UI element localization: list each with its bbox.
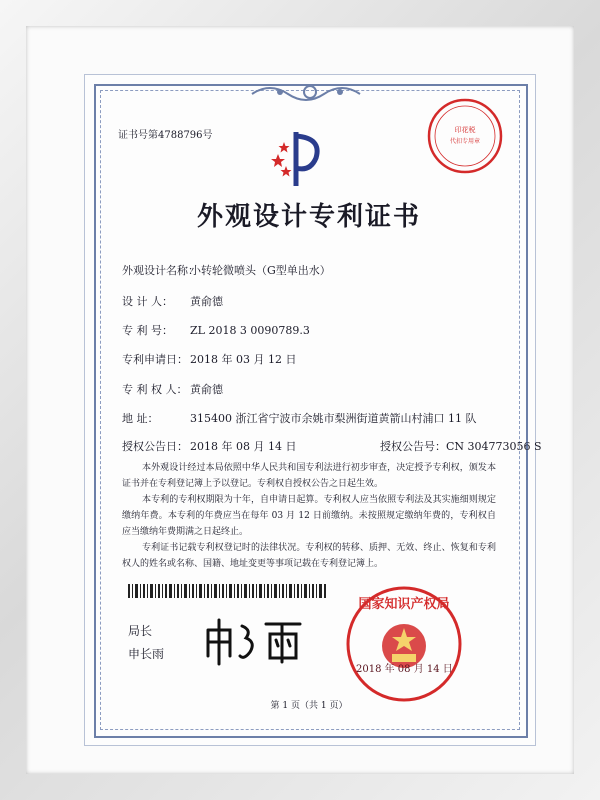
field-address [122, 410, 476, 426]
field-value: 小转轮微喷头（G型单出水） [190, 264, 331, 277]
field-application-date [122, 351, 296, 367]
certificate-title: 外观设计专利证书 [196, 202, 421, 232]
field-value: ZL 2018 3 0090789.3 [190, 324, 310, 337]
field-design-name [122, 262, 331, 278]
body-paragraph: 专利证书记载专利权登记时的法律状况。专利权的转移、质押、无效、终止、恢复和专利权人的姓名或名称、国籍、地址变更等事项记载在专利登记簿上。 [122, 543, 496, 569]
seal-date: 2018 年 08 月 14 日 [356, 664, 453, 675]
national-emblem-seal-icon [344, 584, 464, 704]
grant-number-label: 授权公告号： [380, 440, 446, 453]
field-value: 315400 浙江省宁波市余姚市梨洲街道黄箭山村浦口 11 队 [190, 412, 477, 425]
grant-number-value: CN 304773056 S [446, 440, 542, 453]
field-label: 专 利 权 人： [122, 383, 188, 396]
field-value: 2018 年 03 月 12 日 [190, 353, 297, 366]
field-label: 专利申请日： [122, 353, 188, 366]
barcode-icon [128, 584, 328, 598]
svg-text:国家知识产权局: 国家知识产权局 [358, 597, 450, 612]
field-label: 地 址： [122, 412, 159, 425]
field-label: 设 计 人： [122, 295, 173, 308]
signatory-title: 局长 [128, 624, 153, 638]
certificate-number: 证书号第4788796号 [118, 130, 213, 141]
field-value: 黄俞德 [190, 295, 223, 308]
signatory-name: 申长雨 [128, 647, 165, 661]
ornament-icon [250, 82, 370, 104]
field-label: 外观设计名称： [122, 264, 199, 277]
field-designer [122, 293, 223, 309]
field-patentee [122, 381, 223, 397]
field-grant [122, 438, 542, 454]
patent-office-logo-icon [266, 128, 326, 192]
grant-date-value: 2018 年 08 月 14 日 [190, 440, 297, 453]
svg-text:印花税: 印花税 [454, 126, 476, 134]
field-patent-number [122, 322, 310, 338]
body-paragraph: 本专利的专利权期限为十年，自申请日起算。专利权人应当依照专利法及其实施细则规定缴纳年费。本专利的年费应当在每年 03 月 12 日前缴纳。未按照规定缴纳年费的，专利权自应当缴纳年费期满之日起终止。 [122, 495, 496, 537]
body-paragraph: 本外观设计经过本局依照中华人民共和国专利法进行初步审查，决定授予专利权，颁发本证书并在专利登记簿上予以登记。专利权自授权公告之日起生效。 [122, 463, 496, 489]
agency-seal-icon [420, 96, 510, 176]
field-label: 专 利 号： [122, 324, 173, 337]
grant-date-label: 授权公告日： [122, 440, 188, 453]
page-number: 第 1 页（共 1 页） [270, 701, 348, 711]
field-value: 黄俞德 [190, 383, 223, 396]
signature-icon [200, 612, 310, 666]
certificate-body [122, 460, 496, 572]
svg-text:代扣专用章: 代扣专用章 [449, 138, 481, 145]
